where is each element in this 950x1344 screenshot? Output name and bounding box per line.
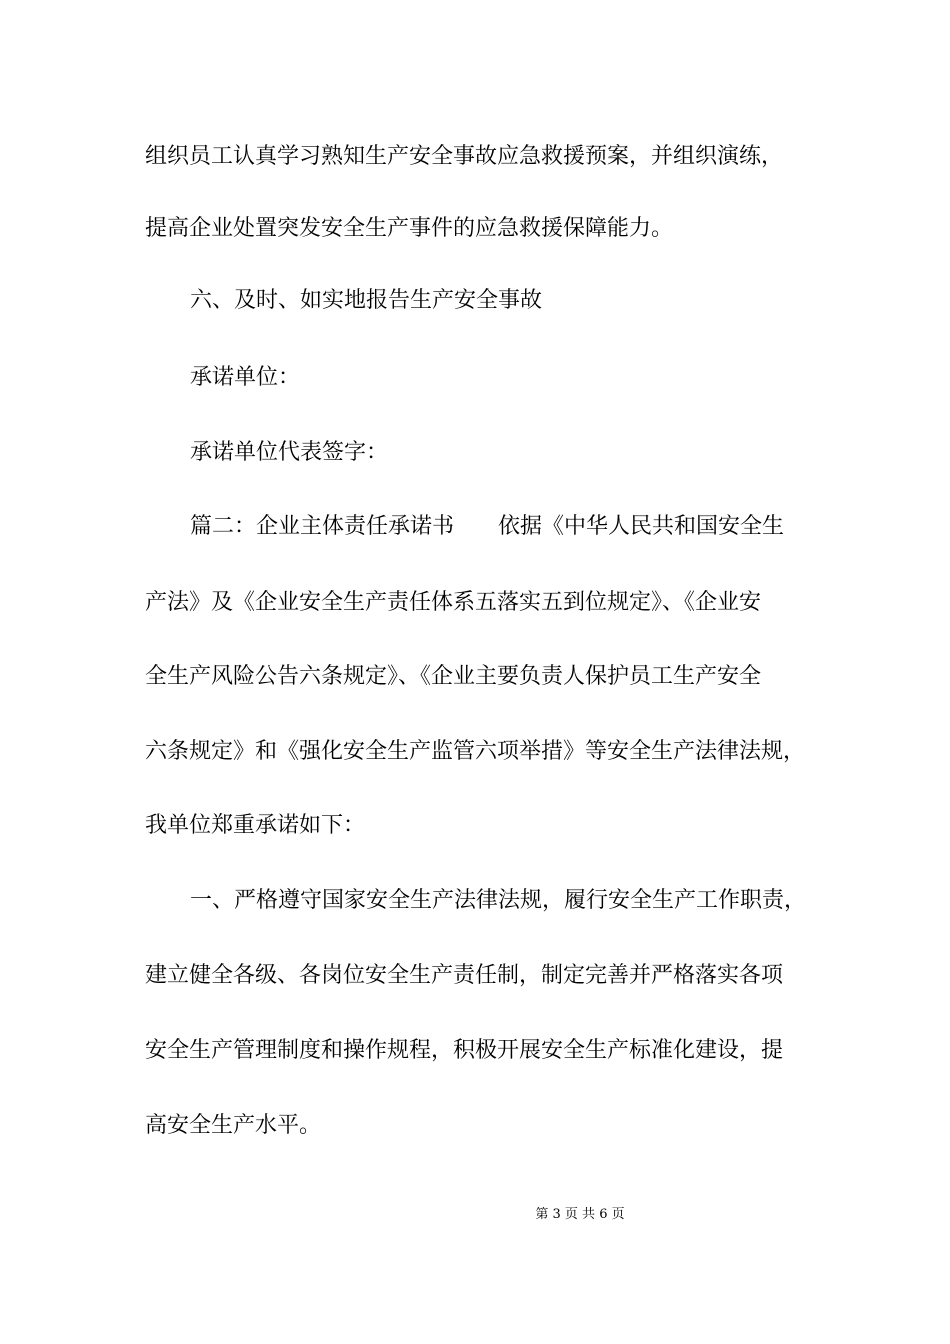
page-number: 第 3 页 共 6 页 [535,1207,625,1222]
text-line-7: 产法》及《企业安全生产责任体系五落实五到位规定》、《企业安 [145,590,762,615]
text-line-2: 提高企业处置突发安全生产事件的应急救援保障能力。 [145,216,674,241]
promise-unit-label: 承诺单位： [190,365,301,390]
text-line-10: 我单位郑重承诺如下： [145,813,366,838]
text-line-14: 高安全生产水平。 [145,1113,322,1138]
text-line-13: 安全生产管理制度和操作规程，积极开展安全生产标准化建设，提 [145,1038,784,1063]
text-line-1: 组织员工认真学习熟知生产安全事故应急救援预案，并组织演练， [145,144,784,169]
text-line-6: 篇二：企业主体责任承诺书 依据《中华人民共和国安全生 [190,514,785,539]
text-line-8: 全生产风险公告六条规定》、《企业主要负责人保护员工生产安全 [145,664,762,689]
text-line-12: 建立健全各级、各岗位安全生产责任制，制定完善并严格落实各项 [145,963,784,988]
signature-label: 承诺单位代表签字： [190,440,389,465]
text-line-11: 一、严格遵守国家安全生产法律法规，履行安全生产工作职责， [190,888,807,913]
section-heading-six: 六、及时、如实地报告生产安全事故 [190,288,543,313]
text-line-9: 六条规定》和《强化安全生产监管六项举措》等安全生产法律法规， [145,739,806,764]
